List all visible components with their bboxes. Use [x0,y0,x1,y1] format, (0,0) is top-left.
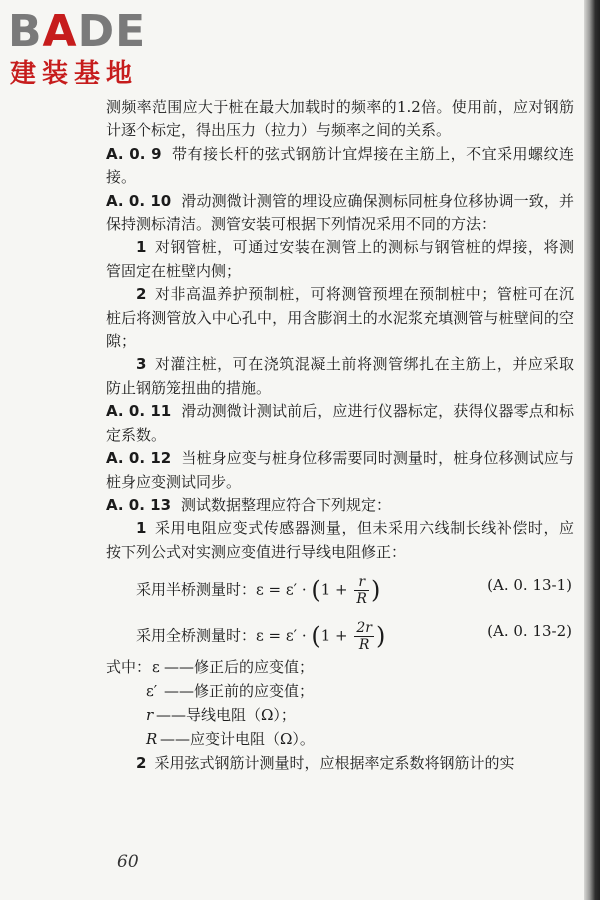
definition-row [106,704,574,728]
item-number: 2 [136,285,147,304]
item-number: 1 [136,519,147,538]
page-number: 60 [117,852,139,872]
clause-label: A. 0. 9 [106,144,162,163]
list-item [106,752,574,775]
book-spine-edge [584,0,600,900]
item-text: 对钢管桩，可通过安装在测管上的测标与钢管桩的焊接，将测管固定在桩壁内侧； [106,238,574,280]
list-item [106,283,574,353]
list-item [106,236,574,283]
definition-text: ——修正后的应变值； [164,658,315,677]
definition-row [106,728,574,752]
item-text: 对灌注桩，可在浇筑混凝土前将测管绑扎在主筋上，并应采取防止钢筋笼扭曲的措施。 [106,355,574,397]
bade-logo [8,6,183,92]
definition-symbol: R [146,730,158,749]
item-number: 1 [136,238,147,257]
clause-text: 测试数据整理应符合下列规定： [181,495,392,514]
formula-expression: 采用半桥测量时：ε = ε′ · (1 + $\frac{r}{R}$ ) [136,574,381,608]
item-text: 采用弦式钢筋计测量时，应根据率定系数将钢筋计的实 [154,754,515,773]
fraction: $\frac{2r}{R}$ [356,620,372,654]
logo-wordmark: BADE [8,6,147,57]
clause-label: A. 0. 12 [106,449,172,468]
clause-label: A. 0. 13 [106,495,172,514]
clause-a-0-10 [106,190,574,237]
clause-text: 滑动测微计测试前后，应进行仪器标定，获得仪器零点和标定系数。 [106,402,574,444]
definition-symbol: ε′ [146,682,158,701]
formula-expression: 采用全桥测量时：ε = ε′ · (1 + $\frac{2r}{R}$ ) [136,620,386,654]
formula-number: (A. 0. 13-2) [487,622,572,641]
clause-label: A. 0. 11 [106,402,172,421]
clause-a-0-11 [106,400,574,447]
clause-a-0-12 [106,447,574,494]
definition-symbol: r [146,706,154,725]
paragraph-continued: 测频率范围应大于桩在最大加载时的频率的1.2倍。使用前，应对钢筋计逐个标定，得出压力（拉力）与频率之间的关系。 [106,98,574,140]
definition-text: ——应变计电阻（Ω）。 [160,730,315,749]
clause-label: A. 0. 10 [106,191,172,210]
list-item [106,517,574,564]
logo-chinese-text: 建装基地 [10,59,139,89]
clause-text: 滑动测微计测管的埋设应确保测标同桩身位移协调一致，并保持测标清洁。测管安装可根据下列情况采用不同的方法： [106,191,574,234]
list-item [106,353,574,400]
definition-row [106,656,574,680]
clause-a-0-13 [106,494,574,517]
document-body [106,96,574,776]
item-number: 3 [136,355,147,374]
formula-number: (A. 0. 13-1) [487,576,572,595]
clause-text: 当桩身应变与桩身位移需要同时测量时，桩身位移测试应与桩身应变测试同步。 [106,449,574,491]
item-number: 2 [136,754,147,773]
definition-lead: 式中： [106,658,152,677]
item-text: 采用电阻应变式传感器测量，但未采用六线制长线补偿时，应按下列公式对实测应变值进行导线电阻修正： [106,519,574,561]
definition-symbol: ε [152,658,160,677]
definition-row [106,680,574,704]
clause-text: 带有接长杆的弦式钢筋计宜焊接在主筋上，不宜采用螺纹连接。 [106,144,574,187]
definition-text: ——导线电阻（Ω）； [156,706,296,725]
formula-half-bridge [106,564,574,610]
clause-a-0-9 [106,143,574,190]
item-text: 对非高温养护预制桩，可将测管预埋在预制桩中；管桩可在沉桩后将测管放入中心孔中，用含膨润土的水泥浆充填测管与桩壁间的空隙； [106,285,574,351]
fraction: $\frac{r}{R}$ [356,574,367,608]
definition-text: ——修正前的应变值； [164,682,315,701]
formula-full-bridge [106,610,574,656]
